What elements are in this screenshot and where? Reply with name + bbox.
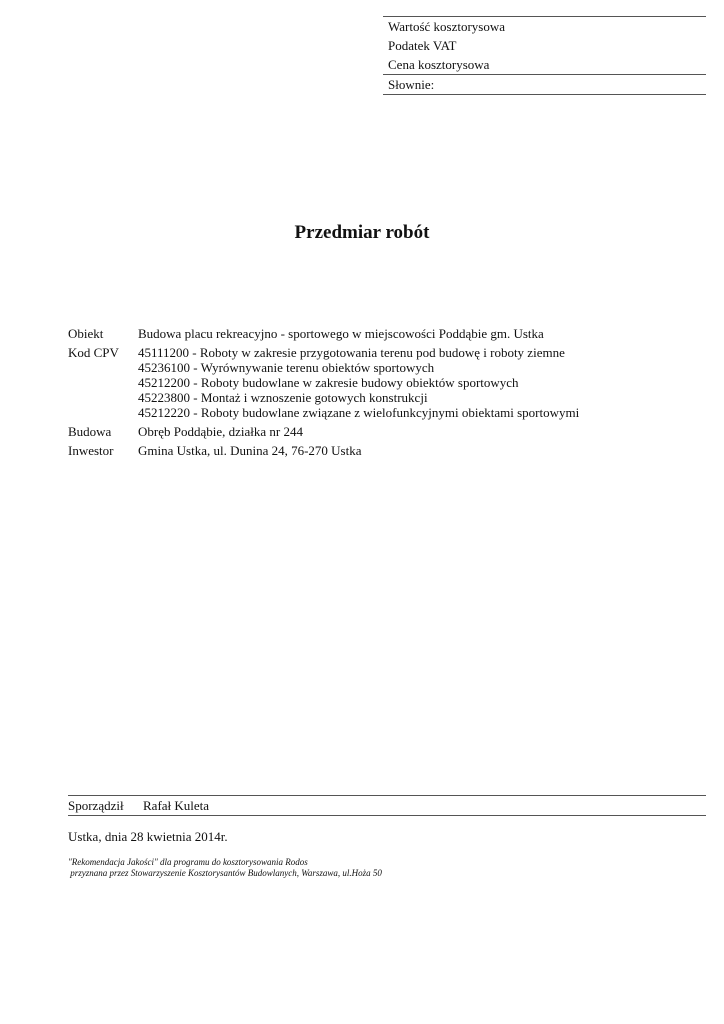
cost-price-label: Cena kosztorysowa — [388, 57, 490, 72]
prepared-by-label: Sporządził — [68, 798, 124, 813]
page-title: Przedmiar robót — [294, 222, 430, 243]
cost-summary-box — [383, 16, 706, 95]
cpv-code: 45212200 - Roboty budowlane w zakresie budowy obiektów sportowych — [138, 375, 519, 390]
project-info — [68, 326, 579, 462]
cost-value-label: Wartość kosztorysowa — [388, 19, 506, 34]
divider — [68, 815, 706, 816]
inwestor-label: Inwestor — [68, 443, 114, 458]
obiekt-value: Budowa placu rekreacyjno - sportowego w miejscowości Poddąbie gm. Ustka — [138, 326, 544, 341]
cpv-code: 45111200 - Roboty w zakresie przygotowania terenu pod budowę i roboty ziemne — [138, 345, 565, 360]
place-date: Ustka, dnia 28 kwietnia 2014r. — [68, 829, 228, 844]
inwestor-row — [68, 443, 579, 458]
cpv-code: 45223800 - Montaż i wznoszenie gotowych konstrukcji — [138, 390, 428, 405]
divider — [383, 94, 706, 95]
signature-row — [68, 796, 706, 815]
obiekt-row — [68, 326, 579, 341]
budowa-label: Budowa — [68, 424, 112, 439]
cpv-label: Kod CPV — [68, 345, 119, 360]
cpv-row — [68, 345, 579, 420]
footnote — [68, 857, 382, 879]
footnote-line: "Rekomendacja Jakości" dla programu do kosztorysowania Rodos — [68, 857, 308, 867]
in-words-label: Słownie: — [388, 77, 435, 92]
prepared-by-name: Rafał Kuleta — [143, 798, 210, 813]
cpv-code: 45236100 - Wyrównywanie terenu obiektów sportowych — [138, 360, 435, 375]
cpv-values — [138, 345, 579, 420]
signature-block — [68, 795, 706, 816]
inwestor-value: Gmina Ustka, ul. Dunina 24, 76-270 Ustka — [138, 443, 362, 458]
vat-label: Podatek VAT — [388, 38, 457, 53]
cpv-code: 45212220 - Roboty budowlane związane z wielofunkcyjnymi obiektami sportowymi — [138, 405, 580, 420]
footnote-line: przyznana przez Stowarzyszenie Kosztorysantów Budowlanych, Warszawa, ul.Hoża 50 — [68, 868, 382, 878]
obiekt-label: Obiekt — [68, 326, 104, 341]
budowa-value: Obręb Poddąbie, działka nr 244 — [138, 424, 303, 439]
budowa-row — [68, 424, 579, 439]
